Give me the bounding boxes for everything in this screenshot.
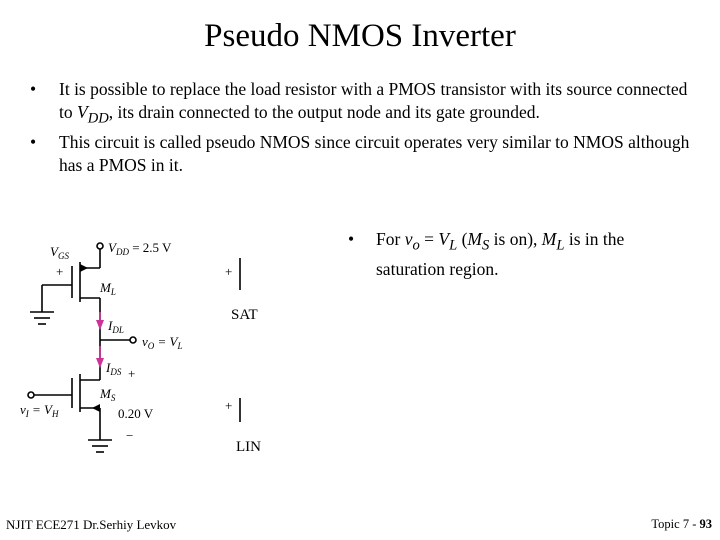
ml-label: $M_L$ bbox=[100, 280, 116, 297]
b3-paren: ( bbox=[457, 229, 468, 249]
sat-sign: + bbox=[225, 264, 233, 279]
slide-title: Pseudo NMOS Inverter bbox=[204, 18, 516, 54]
idl-label: $I_{DL}$ bbox=[108, 318, 124, 335]
vdd-label: $V_{DD} = 2.5$ V bbox=[108, 240, 172, 257]
vgs-label: $V_{GS}$ bbox=[50, 244, 69, 261]
bullet-dot: • bbox=[30, 79, 37, 99]
b3-on: is on), bbox=[489, 229, 542, 249]
footer-course: NJIT ECE271 Dr.Serhiy Levkov bbox=[6, 517, 177, 532]
ids-label: $I_{DS}$ bbox=[106, 360, 122, 377]
ms-label: $M_S$ bbox=[100, 386, 116, 403]
b3-ms: M bbox=[467, 229, 482, 249]
sat-label: SAT bbox=[231, 307, 258, 323]
b3-ms-sub: S bbox=[481, 237, 490, 254]
b3-vl-sub: L bbox=[449, 237, 458, 254]
bullet-item-2 bbox=[30, 131, 690, 177]
bullet-dot: • bbox=[348, 229, 355, 249]
v020-label: 0.20 V bbox=[118, 406, 154, 421]
b3-ml-sub: L bbox=[556, 237, 565, 254]
lin-label: LIN bbox=[236, 439, 261, 455]
bullet-2-text: This circuit is called pseudo NMOS since circuit operates very similar to NMOS although has a PMOS in it. bbox=[59, 131, 690, 175]
bullet-1-text-b: , its drain connected to the output node and its gate grounded. bbox=[108, 102, 540, 122]
footer-page-number: 93 bbox=[699, 517, 712, 531]
b3-text-a: For bbox=[376, 229, 405, 249]
bullet-list bbox=[30, 78, 690, 177]
vgs-plus: + bbox=[56, 264, 64, 279]
b3-vo: v bbox=[404, 229, 413, 249]
bullet-item-3 bbox=[348, 228, 668, 281]
bullet-1-vdd-sub: DD bbox=[87, 110, 109, 127]
bullet-1-vdd: V bbox=[77, 102, 88, 122]
b3-rest: is in the saturation region. bbox=[376, 229, 625, 279]
b3-vl: V bbox=[438, 229, 450, 249]
b3-eq: = bbox=[419, 229, 439, 249]
b3-vo-sub: o bbox=[412, 237, 420, 254]
vo-label: $v_O = V_L$ bbox=[142, 334, 183, 351]
footer-page bbox=[651, 517, 712, 532]
b3-ml: M bbox=[541, 229, 557, 249]
footer-topic: Topic 7 - bbox=[651, 517, 700, 531]
minus-sign: − bbox=[126, 428, 134, 443]
vi-label: $v_I = V_H$ bbox=[20, 402, 59, 419]
vdd-terminal bbox=[97, 243, 103, 249]
bullet-dot: • bbox=[30, 131, 37, 152]
bullet-1-text-a: It is possible to replace the load resistor with a PMOS transistor with its source connected to bbox=[59, 79, 688, 122]
bullet-item-1 bbox=[30, 78, 690, 131]
lin-sign: + bbox=[225, 398, 233, 413]
pseudo-nmos-circuit-diagram bbox=[0, 220, 360, 470]
ids-plus: + bbox=[128, 366, 136, 381]
